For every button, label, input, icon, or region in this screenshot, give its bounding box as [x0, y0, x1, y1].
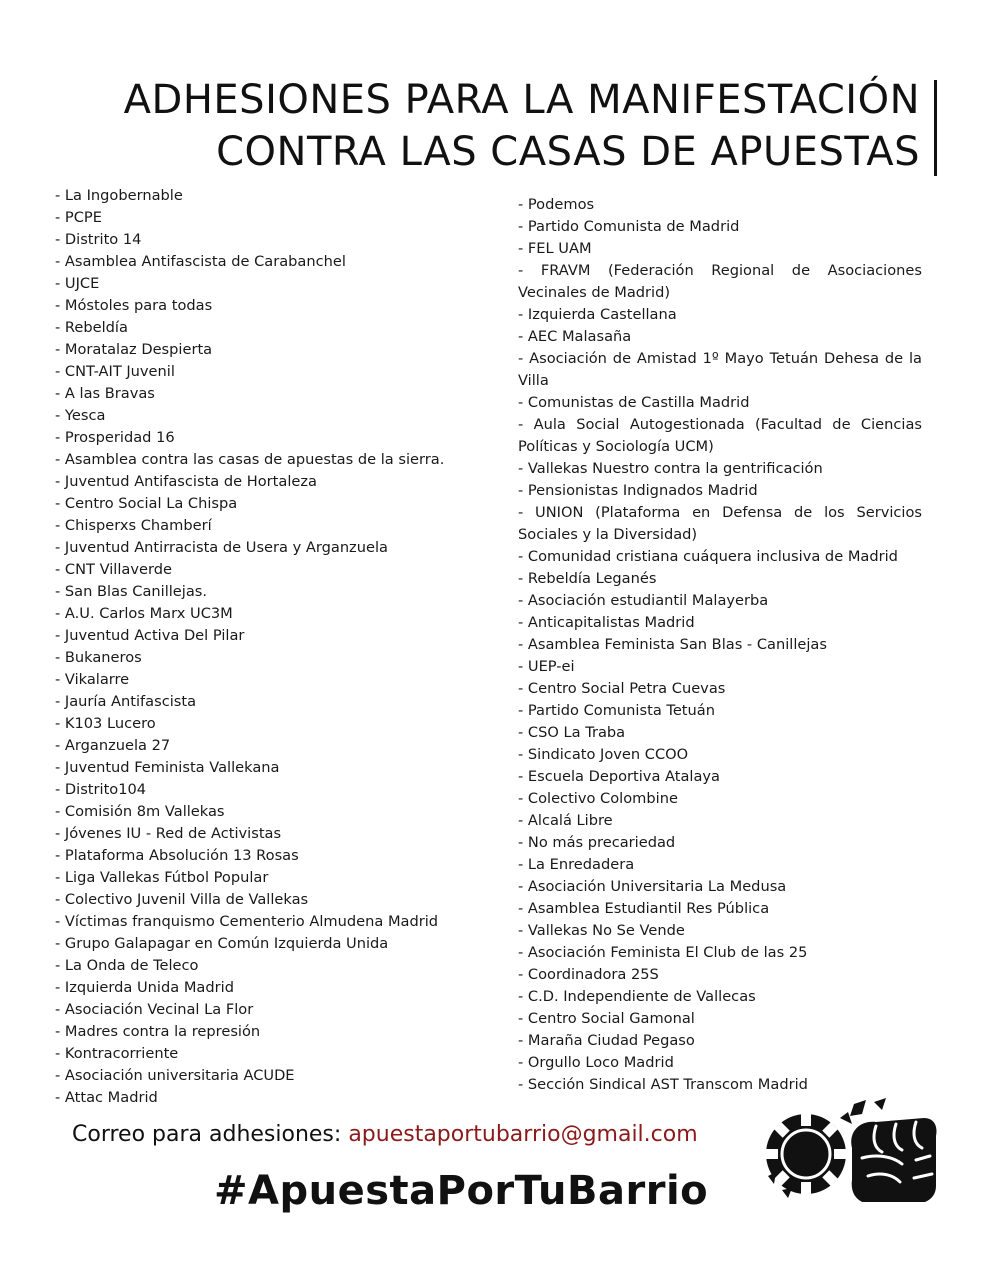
list-item: - La Onda de Teleco	[55, 957, 199, 974]
list-item: - A las Bravas	[55, 385, 155, 402]
title-line-1: ADHESIONES PARA LA MANIFESTACIÓN	[123, 77, 920, 123]
list-item: - Rebeldía Leganés	[518, 570, 657, 587]
adhesions-list-right	[518, 194, 922, 1096]
poster-title	[40, 74, 920, 178]
list-item: - Orgullo Loco Madrid	[518, 1054, 674, 1071]
list-item: - Escuela Deportiva Atalaya	[518, 768, 720, 785]
email-line	[72, 1122, 698, 1147]
list-item: - Chisperxs Chamberí	[55, 517, 212, 534]
list-item: - Distrito104	[55, 781, 147, 798]
list-item: - Comisión 8m Vallekas	[55, 803, 225, 820]
list-item: - C.D. Independiente de Vallecas	[518, 988, 756, 1005]
list-item: - Grupo Galapagar en Común Izquierda Unida	[55, 935, 389, 952]
list-item: - Asamblea Estudiantil Res Pública	[518, 900, 770, 917]
list-item: - Comunistas de Castilla Madrid	[518, 394, 750, 411]
list-item: - La Ingobernable	[55, 187, 183, 204]
list-item: - Alcalá Libre	[518, 812, 613, 829]
list-item: - Partido Comunista Tetuán	[518, 702, 715, 719]
list-item: - Bukaneros	[55, 649, 142, 666]
list-item: - FEL UAM	[518, 240, 592, 257]
list-item: - Jauría Antifascista	[55, 693, 197, 710]
list-item: - Centro Social Petra Cuevas	[518, 680, 726, 697]
list-item: - Rebeldía	[55, 319, 128, 336]
list-item: - Asociación estudiantil Malayerba	[518, 592, 769, 609]
list-item: - Móstoles para todas	[55, 297, 213, 314]
fist-breaking-casino-chip-icon	[762, 1098, 940, 1202]
list-item: - CNT Villaverde	[55, 561, 172, 578]
list-item: - Moratalaz Despierta	[55, 341, 213, 358]
email-label: Correo para adhesiones:	[72, 1122, 342, 1147]
list-item: - Podemos	[518, 196, 595, 213]
list-item: - AEC Malasaña	[518, 328, 632, 345]
list-item: - Juventud Feminista Vallekana	[55, 759, 280, 776]
list-item: - Plataforma Absolución 13 Rosas	[55, 847, 299, 864]
list-item: - PCPE	[55, 209, 102, 226]
adhesions-list-left	[55, 185, 495, 1109]
list-item: - Sección Sindical AST Transcom Madrid	[518, 1076, 808, 1093]
list-item: - Aula Social Autogestionada (Facultad de Ciencias Políticas y Sociología UCM)	[518, 416, 922, 455]
list-item: - Arganzuela 27	[55, 737, 171, 754]
list-item: - Asamblea Feminista San Blas - Canillejas	[518, 636, 827, 653]
list-item: - Colectivo Juvenil Villa de Vallekas	[55, 891, 309, 908]
list-item: - Asamblea contra las casas de apuestas de la sierra.	[55, 451, 445, 468]
list-item: - Madres contra la represión	[55, 1023, 261, 1040]
list-item: - Vallekas Nuestro contra la gentrificación	[518, 460, 823, 477]
list-item: - Jóvenes IU - Red de Activistas	[55, 825, 282, 842]
list-item: - Vallekas No Se Vende	[518, 922, 685, 939]
list-item: - Asamblea Antifascista de Carabanchel	[55, 253, 346, 270]
list-item: - Juventud Antirracista de Usera y Arganzuela	[55, 539, 388, 556]
list-item: - Comunidad cristiana cuáquera inclusiva de Madrid	[518, 548, 898, 565]
list-item: - Attac Madrid	[55, 1089, 158, 1106]
list-item: - Centro Social La Chispa	[55, 495, 238, 512]
list-item: - K103 Lucero	[55, 715, 156, 732]
list-item: - Liga Vallekas Fútbol Popular	[55, 869, 269, 886]
list-item: - Vikalarre	[55, 671, 130, 688]
list-item: - Asociación universitaria ACUDE	[55, 1067, 295, 1084]
list-item: - UJCE	[55, 275, 100, 292]
list-item: - Asociación Universitaria La Medusa	[518, 878, 787, 895]
list-item: - UNION (Plataforma en Defensa de los Servicios Sociales y la Diversidad)	[518, 504, 922, 543]
list-item: - Juventud Activa Del Pilar	[55, 627, 245, 644]
list-item: - Centro Social Gamonal	[518, 1010, 695, 1027]
list-item: - Colectivo Colombine	[518, 790, 678, 807]
list-item: - Izquierda Unida Madrid	[55, 979, 234, 996]
list-item: - CNT-AIT Juvenil	[55, 363, 175, 380]
list-item: - Yesca	[55, 407, 106, 424]
list-item: - La Enredadera	[518, 856, 635, 873]
list-item: - A.U. Carlos Marx UC3M	[55, 605, 233, 622]
list-item: - San Blas Canillejas.	[55, 583, 208, 600]
list-item: - FRAVM (Federación Regional de Asociaciones Vecinales de Madrid)	[518, 262, 922, 301]
title-line-2: CONTRA LAS CASAS DE APUESTAS	[216, 129, 920, 175]
list-item: - Maraña Ciudad Pegaso	[518, 1032, 695, 1049]
list-item: - UEP-ei	[518, 658, 575, 675]
title-vertical-bar	[934, 80, 937, 176]
list-item: - Víctimas franquismo Cementerio Almudena Madrid	[55, 913, 439, 930]
hashtag: #ApuestaPorTuBarrio	[214, 1168, 709, 1214]
list-item: - Anticapitalistas Madrid	[518, 614, 695, 631]
list-item: - Sindicato Joven CCOO	[518, 746, 689, 763]
list-item: - Coordinadora 25S	[518, 966, 659, 983]
list-item: - Asociación de Amistad 1º Mayo Tetuán Dehesa de la Villa	[518, 350, 922, 389]
list-item: - Partido Comunista de Madrid	[518, 218, 740, 235]
list-item: - Pensionistas Indignados Madrid	[518, 482, 758, 499]
email-link[interactable]: apuestaportubarrio@gmail.com	[348, 1122, 698, 1147]
list-item: - Prosperidad 16	[55, 429, 175, 446]
list-item: - No más precariedad	[518, 834, 676, 851]
list-item: - Asociación Feminista El Club de las 25	[518, 944, 808, 961]
list-item: - CSO La Traba	[518, 724, 626, 741]
list-item: - Distrito 14	[55, 231, 142, 248]
list-item: - Juventud Antifascista de Hortaleza	[55, 473, 317, 490]
list-item: - Izquierda Castellana	[518, 306, 677, 323]
list-item: - Kontracorriente	[55, 1045, 179, 1062]
list-item: - Asociación Vecinal La Flor	[55, 1001, 254, 1018]
